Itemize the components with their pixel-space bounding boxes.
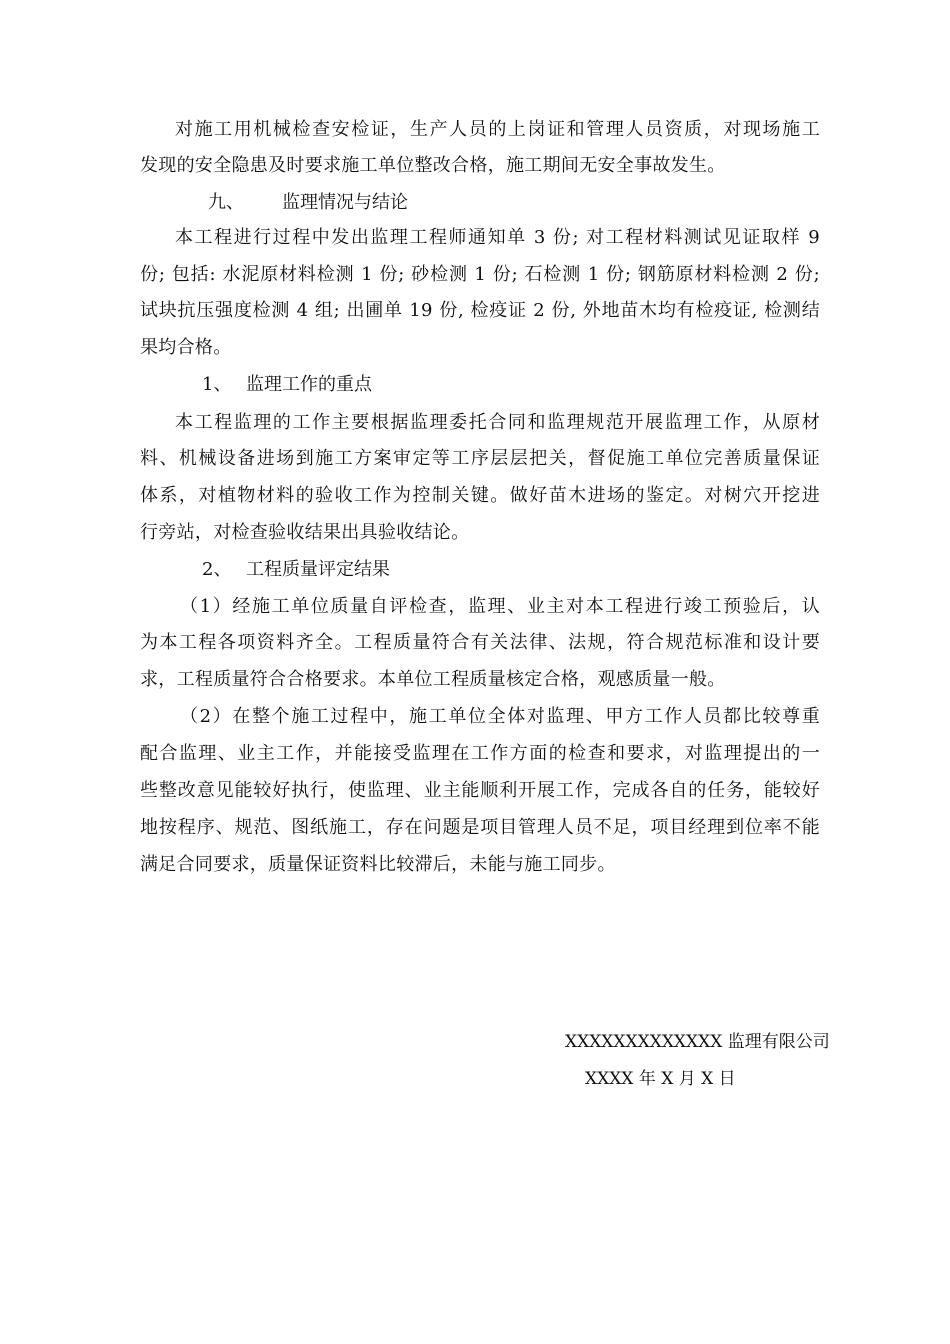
item-2-line-4: 地按程序、规范、图纸施工，存在问题是项目管理人员不足，项目经理到位率不能 [140,817,820,838]
item-2-line-3: 些整改意见能较好执行，使监理、业主能顺利开展工作，完成各自的任务，能较好 [140,780,820,801]
paragraph-conclusion-line-2: 份; 包括: 水泥原材料检测 1 份; 砂检测 1 份; 石检测 1 份; 钢筋原材料检测 2 份; [140,264,820,285]
subsection-1-title: 监理工作的重点 [246,374,372,395]
paragraph-focus-line-2: 料、机械设备进场到施工方案审定等工序层层把关，督促施工单位完善质量保证 [140,448,820,469]
item-1-text-1: 经施工单位质量自评检查，监理、业主对本工程进行竣工预验后，认 [232,596,820,617]
paragraph-focus-line-3: 体系，对植物材料的验收工作为控制关键。做好苗木进场的鉴定。对树穴开挖进 [140,485,820,506]
paragraph-focus-line-1: 本工程监理的工作主要根据监理委托合同和监理规范开展监理工作，从原材 [175,412,820,433]
section-9-heading [208,185,408,221]
signature-date: XXXX 年 X 月 X 日 [585,1069,736,1089]
subsection-2-title: 工程质量评定结果 [246,559,390,580]
signature-company: XXXXXXXXXXXXX 监理有限公司 [565,1032,830,1052]
section-9-title: 监理情况与结论 [282,192,408,213]
item-2-line-1 [180,699,820,735]
subsection-1-number: 1、 [202,374,232,395]
item-1-line-2: 为本工程各项资料齐全。工程质量符合有关法律、法规，符合规范标准和设计要 [140,632,820,653]
subsection-2-heading [202,552,390,588]
item-2-line-2: 配合监理、业主工作，并能接受监理在工作方面的检查和要求，对监理提出的一 [140,743,820,764]
item-2-text-1: 在整个施工过程中，施工单位全体对监理、甲方工作人员都比较尊重 [232,706,820,727]
item-1-line-3: 求，工程质量符合合格要求。本单位工程质量核定合格，观感质量一般。 [140,669,726,690]
paragraph-conclusion-line-1: 本工程进行过程中发出监理工程师通知单 3 份; 对工程材料测试见证取样 9 [175,227,820,248]
item-1-line-1 [180,589,820,625]
item-2-number: （2） [180,706,233,727]
subsection-2-number: 2、 [202,559,232,580]
paragraph-safety-line-2: 发现的安全隐患及时要求施工单位整改合格，施工期间无安全事故发生。 [140,155,726,176]
paragraph-safety-line-1: 对施工用机械检查安检证，生产人员的上岗证和管理人员资质，对现场施工 [175,119,820,140]
paragraph-focus-line-4: 行旁站，对检查验收结果出具验收结论。 [140,522,470,543]
paragraph-conclusion-line-3: 试块抗压强度检测 4 组; 出圃单 19 份, 检疫证 2 份, 外地苗木均有检疫证, 检测结 [140,300,820,321]
item-1-number: （1） [180,596,233,617]
item-2-line-5: 满足合同要求，质量保证资料比较滞后，未能与施工同步。 [140,854,616,875]
subsection-1-heading [202,367,372,403]
section-9-number: 九、 [208,192,244,213]
paragraph-conclusion-line-4: 果均合格。 [140,337,232,358]
